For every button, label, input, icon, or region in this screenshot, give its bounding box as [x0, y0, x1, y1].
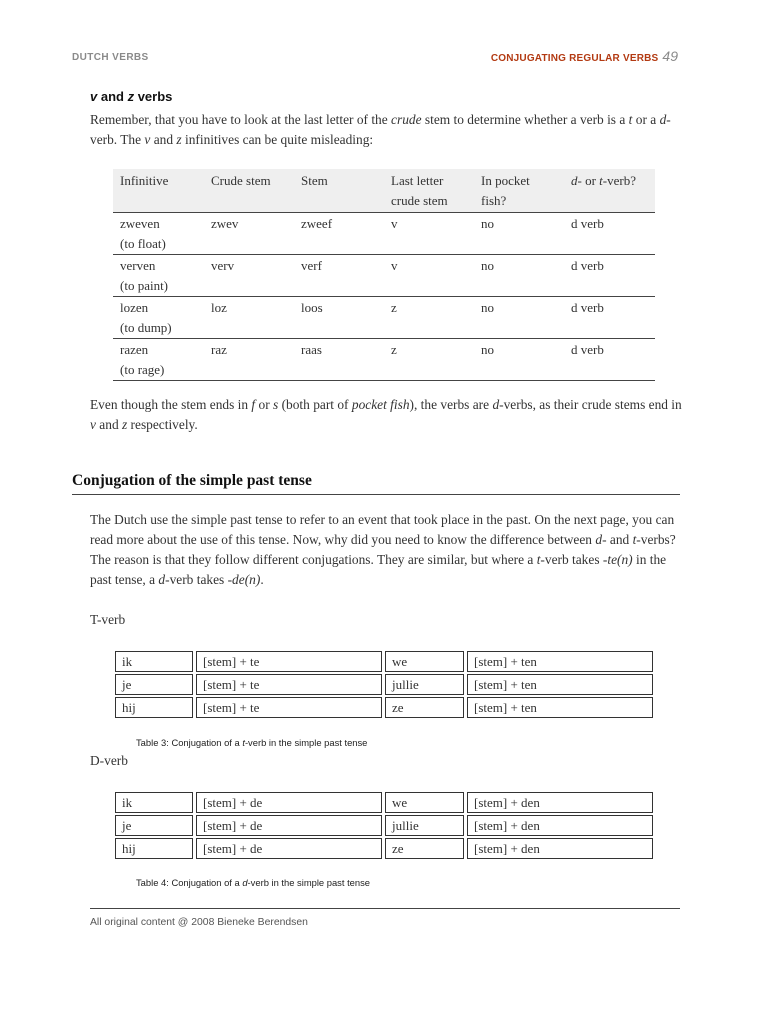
- past-tense-paragraph: The Dutch use the simple past tense to refer to an event that took place in the past. On the next page, you can read more about the use of this tense. Now, why did you need to know the difference between d- and t-verbs? The reason is that they follow different conjugations. They are similar, but where a t-verb takes -te(n) in the past tense, a d-verb takes -de(n).: [90, 512, 676, 587]
- heading-v: v: [90, 89, 98, 104]
- form-cell: [stem] + te: [196, 697, 382, 718]
- cell-crude-stem: raz: [204, 339, 294, 381]
- t-verb-caption: Table 3: Conjugation of a t-verb in the simple past tense: [136, 737, 368, 748]
- cell-infinitive: zweven (to float): [113, 213, 204, 255]
- col-last-letter: Last letter crude stem: [384, 169, 474, 213]
- cell-pocket-fish: no: [474, 255, 564, 297]
- plural-pronoun-cell: jullie: [385, 674, 464, 695]
- pronoun-cell: hij: [115, 697, 193, 718]
- cell-stem: raas: [294, 339, 384, 381]
- plural-form-cell: [stem] + ten: [467, 674, 653, 695]
- d-verb-caption: Table 4: Conjugation of a d-verb in the simple past tense: [136, 877, 371, 888]
- form-cell: [stem] + te: [196, 651, 382, 672]
- cell-last-letter: z: [384, 297, 474, 339]
- stem-table-header: [113, 169, 655, 213]
- cell-infinitive: razen (to rage): [113, 339, 204, 381]
- cell-crude-stem: zwev: [204, 213, 294, 255]
- cell-verb-type: d verb: [564, 255, 655, 297]
- cell-stem: loos: [294, 297, 384, 339]
- form-cell: [stem] + te: [196, 674, 382, 695]
- running-header-title: CONJUGATING REGULAR VERBS: [490, 53, 659, 64]
- cell-infinitive: verven (to paint): [113, 255, 204, 297]
- heading-rest: verbs: [134, 89, 173, 104]
- t-verb-label: T-verb: [90, 612, 126, 627]
- col-crude-stem: Crude stem: [204, 169, 294, 213]
- cell-pocket-fish: no: [474, 297, 564, 339]
- cell-pocket-fish: no: [474, 213, 564, 255]
- cell-verb-type: d verb: [564, 339, 655, 381]
- cell-last-letter: v: [384, 255, 474, 297]
- intro-paragraph: Remember, that you have to look at the last letter of the crude stem to determine whether a verb is a t or a d-verb. The v and z infinitives can be quite misleading:: [90, 112, 671, 147]
- running-header-right: [491, 48, 678, 66]
- past-tense-heading: Conjugation of the simple past tense: [72, 472, 680, 495]
- form-cell: [stem] + de: [196, 838, 382, 859]
- form-cell: [stem] + de: [196, 815, 382, 836]
- conjugation-row: [115, 674, 653, 695]
- cell-stem: zweef: [294, 213, 384, 255]
- pronoun-cell: ik: [115, 651, 193, 672]
- d-verb-label: D-verb: [90, 753, 128, 768]
- plural-pronoun-cell: ze: [385, 838, 464, 859]
- col-pocket-fish: In pocket fish?: [474, 169, 564, 213]
- heading-and: and: [97, 89, 128, 104]
- plural-form-cell: [stem] + den: [467, 792, 653, 813]
- stem-table-row: [113, 339, 655, 381]
- cell-stem: verf: [294, 255, 384, 297]
- plural-pronoun-cell: we: [385, 792, 464, 813]
- running-header-left: DUTCH VERBS: [72, 52, 149, 63]
- conjugation-row: [115, 838, 653, 859]
- section-heading: [90, 89, 172, 104]
- col-stem: Stem: [294, 169, 384, 213]
- conjugation-row: [115, 815, 653, 836]
- plural-form-cell: [stem] + ten: [467, 697, 653, 718]
- stem-table-row: [113, 297, 655, 339]
- plural-form-cell: [stem] + den: [467, 815, 653, 836]
- explanation-paragraph: Even though the stem ends in f or s (both part of pocket fish), the verbs are d-verbs, as their crude stems end in v and z respectively.: [90, 397, 682, 432]
- cell-verb-type: d verb: [564, 297, 655, 339]
- heading-z: z: [127, 89, 135, 104]
- stem-table: [113, 169, 655, 381]
- footer-rule: [90, 908, 680, 909]
- plural-pronoun-cell: jullie: [385, 815, 464, 836]
- cell-verb-type: d verb: [564, 213, 655, 255]
- t-verb-table: [112, 649, 656, 720]
- cell-crude-stem: loz: [204, 297, 294, 339]
- stem-table-row: [113, 255, 655, 297]
- cell-crude-stem: verv: [204, 255, 294, 297]
- cell-pocket-fish: no: [474, 339, 564, 381]
- stem-table-row: [113, 213, 655, 255]
- cell-infinitive: lozen (to dump): [113, 297, 204, 339]
- col-verb-type: d- or t-verb?: [564, 169, 655, 213]
- pronoun-cell: je: [115, 674, 193, 695]
- conjugation-row: [115, 697, 653, 718]
- d-verb-table: [112, 790, 656, 861]
- page-number: 49: [662, 48, 678, 64]
- col-infinitive: Infinitive: [113, 169, 204, 213]
- conjugation-row: [115, 792, 653, 813]
- pronoun-cell: hij: [115, 838, 193, 859]
- footer-copyright: All original content @ 2008 Bieneke Berendsen: [90, 917, 308, 928]
- plural-form-cell: [stem] + ten: [467, 651, 653, 672]
- plural-pronoun-cell: we: [385, 651, 464, 672]
- pronoun-cell: je: [115, 815, 193, 836]
- plural-form-cell: [stem] + den: [467, 838, 653, 859]
- pronoun-cell: ik: [115, 792, 193, 813]
- cell-last-letter: z: [384, 339, 474, 381]
- plural-pronoun-cell: ze: [385, 697, 464, 718]
- cell-last-letter: v: [384, 213, 474, 255]
- conjugation-row: [115, 651, 653, 672]
- form-cell: [stem] + de: [196, 792, 382, 813]
